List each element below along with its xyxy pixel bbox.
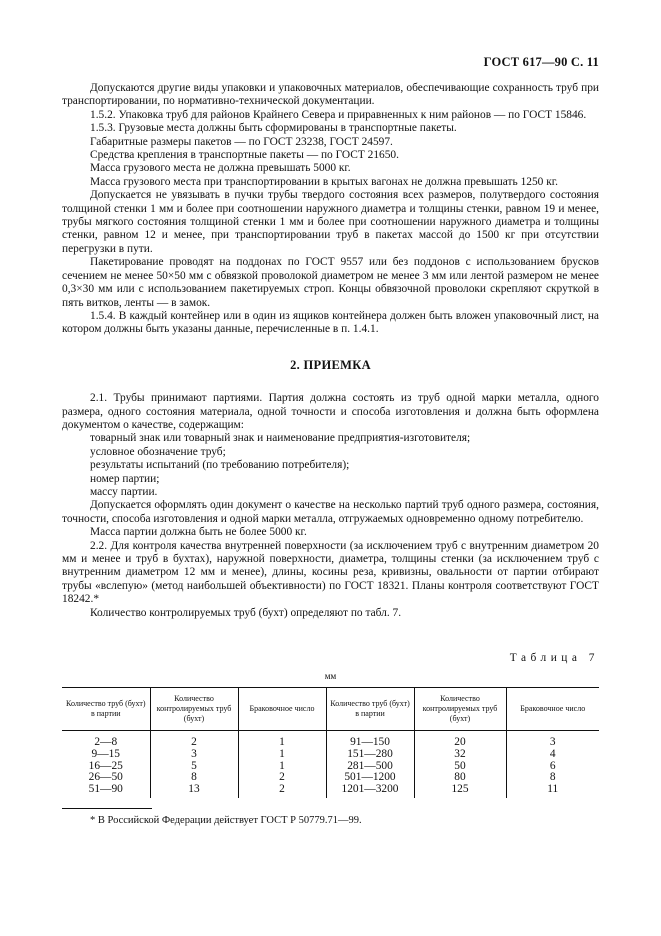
footnote: * В Российской Федерации действует ГОСТ Р 50779.71—99. bbox=[90, 815, 362, 826]
paragraph: 2.1. Трубы принимают партиями. Партия должна состоять из труб одной марки металла, одного размера, одного состояния материала, одной точности и способа изготовления и должна быть оформлена документом о качестве, содержащим: bbox=[62, 392, 599, 431]
table-row bbox=[62, 749, 599, 761]
paragraph: Масса партии должна быть не более 5000 кг. bbox=[90, 526, 307, 539]
table-cell: 9—15 bbox=[91, 747, 120, 760]
column-header: Количество контролируемых труб (бухт) bbox=[414, 688, 506, 731]
paragraph: Масса грузового места при транспортировании в крытых вагонах не должна превышать 1250 кг. bbox=[90, 175, 558, 188]
paragraph: Допускается оформлять один документ о качестве на несколько партий труб одного размера, состояния, точности, способа изготовления и одной марки металла, отгружаемых одновременно одному потребителю. bbox=[62, 499, 599, 525]
table-cell: 2 bbox=[238, 784, 326, 798]
table-cell: 4 bbox=[506, 749, 599, 761]
column-header: Количество труб (бухт) в партии bbox=[62, 688, 150, 731]
table-row bbox=[62, 784, 599, 798]
table-row bbox=[62, 731, 599, 749]
list-item: условное обозначение труб; bbox=[90, 445, 226, 458]
table-cell: 8 bbox=[150, 772, 238, 784]
table-unit: мм bbox=[324, 671, 337, 681]
table-cell: 6 bbox=[506, 761, 599, 773]
table-cell: 8 bbox=[506, 772, 599, 784]
table-cell: 1 bbox=[238, 749, 326, 761]
section-heading: 2. ПРИЕМКА bbox=[290, 357, 371, 372]
paragraph: Допускаются другие виды упаковки и упаковочных материалов, обеспечивающие сохранность труб при транспортировании, по нормативно-технической документации. bbox=[62, 82, 599, 108]
column-header: Количество труб (бухт) в партии bbox=[326, 688, 414, 731]
table-cell: 11 bbox=[506, 784, 599, 798]
paragraph: Масса грузового места не должна превышать 5000 кг. bbox=[90, 162, 351, 175]
paragraph: Средства крепления в транспортные пакеты — по ГОСТ 21650. bbox=[90, 149, 399, 162]
page-header: ГОСТ 617—90 С. 11 bbox=[483, 55, 599, 69]
footnote-divider bbox=[62, 808, 152, 809]
column-header: Количество контролируемых труб (бухт) bbox=[150, 688, 238, 731]
table-cell: 2—8 bbox=[94, 736, 118, 748]
table-cell: 80 bbox=[414, 772, 506, 784]
table-title: Таблица 7 bbox=[509, 652, 599, 664]
list-item: товарный знак или товарный знак и наименование предприятия-изготовителя; bbox=[90, 432, 471, 445]
body-text bbox=[62, 82, 599, 620]
table-cell: 5 bbox=[150, 761, 238, 773]
table-row bbox=[62, 761, 599, 773]
table-row bbox=[62, 772, 599, 784]
paragraph: Количество контролируемых труб (бухт) определяют по табл. 7. bbox=[90, 606, 402, 619]
data-table bbox=[62, 687, 599, 798]
table-cell: 16—25 bbox=[88, 759, 123, 772]
list-item: результаты испытаний (по требованию потребителя); bbox=[90, 459, 350, 472]
table-cell: 91—150 bbox=[326, 731, 414, 749]
table-cell: 151—280 bbox=[326, 749, 414, 761]
table-header-row bbox=[62, 688, 599, 731]
table-cell: 125 bbox=[414, 784, 506, 798]
table-cell: 26—50 bbox=[88, 771, 123, 784]
paragraph: 2.2. Для контроля качества внутренней поверхности (за исключением труб с внутренним диаметром 20 мм и менее и труб в бухтах), наружной поверхности, диаметра, толщины стенки (за исключением труб с внутренним диаметром 12 мм и менее), длины, косины реза, кривизны, овальности от партии отбирают трубы «вслепую» (метод наибольшей объективности) по ГОСТ 18321. Планы контроля соответствуют ГОСТ 18242.* bbox=[62, 539, 599, 606]
paragraph: 1.5.3. Грузовые места должны быть сформированы в транспортные пакеты. bbox=[90, 122, 457, 135]
table-cell: 501—1200 bbox=[326, 772, 414, 784]
table-cell: 20 bbox=[414, 731, 506, 749]
table-cell: 51—90 bbox=[88, 783, 123, 796]
paragraph: 1.5.2. Упаковка труб для районов Крайнего Севера и приравненных к ним районов — по ГОСТ 15846. bbox=[90, 108, 587, 121]
paragraph: Пакетирование проводят на поддонах по ГОСТ 9557 или без поддонов с использованием брусков сечением не менее 50×50 мм с обвязкой проволокой диаметром не менее 3 мм или лентой размером не менее 0,3×30 мм или с использованием пакетируемых строп. Концы обвязочной проволоки скрепляют скруткой в пять витков, ленты — в замок. bbox=[62, 256, 599, 309]
list-item: номер партии; bbox=[90, 472, 160, 485]
paragraph: Допускается не увязывать в пучки трубы твердого состояния всех размеров, полутвердого состояния толщиной стенки 1 мм и более при соотношении наружного диаметра и толщины стенки, равном 19 и менее, трубы мягкого состояния толщиной стенки 1 мм и более при соотношении наружного диаметра и толщины стенки, равном 12 и менее, при транспортировании труб в пакетах массой до 1500 кг при отсутствии перегрузки в пути. bbox=[62, 189, 599, 255]
table-cell: 50 bbox=[414, 761, 506, 773]
column-header: Браковочное число bbox=[238, 688, 326, 731]
table-cell: 281—500 bbox=[326, 761, 414, 773]
paragraph: 1.5.4. В каждый контейнер или в один из ящиков контейнера должен быть вложен упаковочный лист, на котором должны быть указаны данные, перечисленные в п. 1.4.1. bbox=[62, 309, 599, 336]
table-cell: 2 bbox=[150, 731, 238, 749]
table-cell: 1201—3200 bbox=[326, 784, 414, 798]
table-cell: 3 bbox=[150, 749, 238, 761]
list-item: массу партии. bbox=[90, 485, 158, 498]
paragraph: Габаритные размеры пакетов — по ГОСТ 23238, ГОСТ 24597. bbox=[90, 135, 393, 148]
table-cell: 3 bbox=[506, 731, 599, 749]
table-cell: 1 bbox=[238, 731, 326, 749]
table-cell: 13 bbox=[150, 784, 238, 798]
table-cell: 2 bbox=[238, 772, 326, 784]
table-cell: 1 bbox=[238, 761, 326, 773]
column-header: Браковочное число bbox=[506, 688, 599, 731]
table-cell: 32 bbox=[414, 749, 506, 761]
